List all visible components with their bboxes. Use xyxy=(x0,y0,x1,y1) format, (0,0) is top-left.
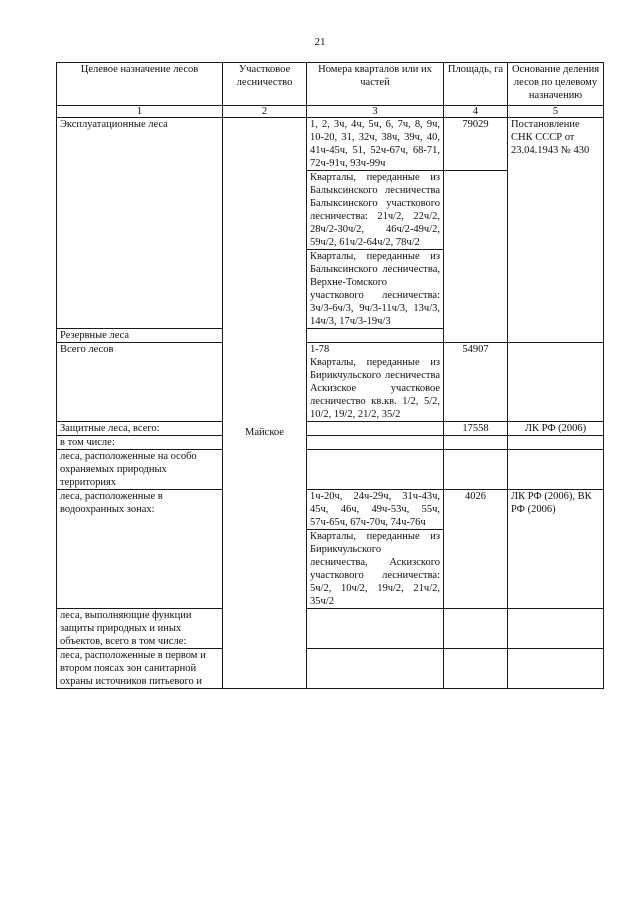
quarters-cell xyxy=(307,329,444,343)
purpose-cell: леса, расположенные в первом и втором поясах зон санитарной охраны источников питьевого и xyxy=(57,649,223,689)
column-number: 3 xyxy=(307,106,444,118)
quarters-cell: 1ч-20ч, 24ч-29ч, 31ч-43ч, 45ч, 46ч, 49ч-53ч, 55ч, 57ч-65ч, 67ч-70ч, 74ч-76ч xyxy=(307,490,444,530)
table-row xyxy=(57,436,604,450)
quarters-cell: Кварталы, переданные из Балыксинского лесничества, Верхне-Томского участкового лесничества: 3ч/3-6ч/3, 9ч/3-11ч/3, 13ч/3, 14ч/3, 17ч/3-19ч/3 xyxy=(307,250,444,329)
column-number-row xyxy=(57,106,604,118)
forest-purpose-table xyxy=(56,62,604,689)
table-row xyxy=(57,450,604,490)
quarters-cell xyxy=(307,436,444,450)
basis-cell: Постановление СНК СССР от 23.04.1943 № 430 xyxy=(508,118,604,343)
page-number: 21 xyxy=(314,36,326,48)
basis-cell xyxy=(508,343,604,422)
area-cell: 79029 xyxy=(444,118,508,171)
area-cell: 54907 xyxy=(444,343,508,422)
column-number: 1 xyxy=(57,106,223,118)
quarters-cell: Кварталы, переданные из Бирикчульского лесничества, Аскизского участкового лесничества: 5ч/2, 10ч/2, 19ч/2, 21ч/2, 35ч/2 xyxy=(307,530,444,609)
area-cell: 17558 xyxy=(444,422,508,436)
purpose-cell: в том числе: xyxy=(57,436,223,450)
header-row xyxy=(57,63,604,106)
purpose-cell: Резервные леса xyxy=(57,329,223,343)
table-row xyxy=(57,649,604,689)
quarters-cell xyxy=(307,450,444,490)
header-district: Участковое лесничество xyxy=(223,63,307,106)
basis-cell xyxy=(508,609,604,649)
district-name: Майское xyxy=(245,427,284,438)
header-basis: Основание деления лесов по целевому назначению xyxy=(508,63,604,106)
column-number: 2 xyxy=(223,106,307,118)
quarters-cell xyxy=(307,609,444,649)
purpose-cell: Всего лесов xyxy=(57,343,223,422)
quarters-cell xyxy=(307,422,444,436)
header-quarters: Номера кварталов или их частей xyxy=(307,63,444,106)
basis-cell xyxy=(508,649,604,689)
area-cell xyxy=(444,609,508,649)
quarters-cell: 1-78 Кварталы, переданные из Бирикчульского лесничества Аскизское участковое лесничество кв.кв. 1/2, 5/2, 10/2, 19/2, 21/2, 35/2 xyxy=(307,343,444,422)
table-row xyxy=(57,609,604,649)
district-cell xyxy=(223,118,307,689)
column-number: 5 xyxy=(508,106,604,118)
header-area: Площадь, га xyxy=(444,63,508,106)
table-row xyxy=(57,490,604,530)
quarters-cell: 1, 2, 3ч, 4ч, 5ч, 6, 7ч, 8, 9ч, 10-20, 31, 32ч, 38ч, 39ч, 40, 41ч-45ч, 51, 52ч-67ч, 68-71, 72ч-91ч, 93ч-99ч xyxy=(307,118,444,171)
purpose-cell: леса, расположенные в водоохранных зонах: xyxy=(57,490,223,609)
basis-cell: ЛК РФ (2006) xyxy=(508,422,604,436)
quarters-cell xyxy=(307,649,444,689)
purpose-cell: леса, расположенные на особо охраняемых природных территориях xyxy=(57,450,223,490)
area-cell: 4026 xyxy=(444,490,508,609)
area-cell xyxy=(444,171,508,343)
column-number: 4 xyxy=(444,106,508,118)
area-cell xyxy=(444,649,508,689)
header-purpose: Целевое назначение лесов xyxy=(57,63,223,106)
area-cell xyxy=(444,436,508,450)
basis-cell: ЛК РФ (2006), ВК РФ (2006) xyxy=(508,490,604,609)
basis-cell xyxy=(508,450,604,490)
basis-cell xyxy=(508,436,604,450)
quarters-cell: Кварталы, переданные из Балыксинского лесничества Балыксинского участкового лесничества: 21ч/2, 22ч/2, 28ч/2-30ч/2, 46ч/2-49ч/2, 59ч/2, 61ч/2-64ч/2, 78ч/2 xyxy=(307,171,444,250)
purpose-cell: леса, выполняющие функции защиты природных и иных объектов, всего в том числе: xyxy=(57,609,223,649)
table-row xyxy=(57,118,604,171)
area-cell xyxy=(444,450,508,490)
purpose-cell: Эксплуатационные леса xyxy=(57,118,223,329)
table-row xyxy=(57,343,604,422)
table-row xyxy=(57,422,604,436)
purpose-cell: Защитные леса, всего: xyxy=(57,422,223,436)
